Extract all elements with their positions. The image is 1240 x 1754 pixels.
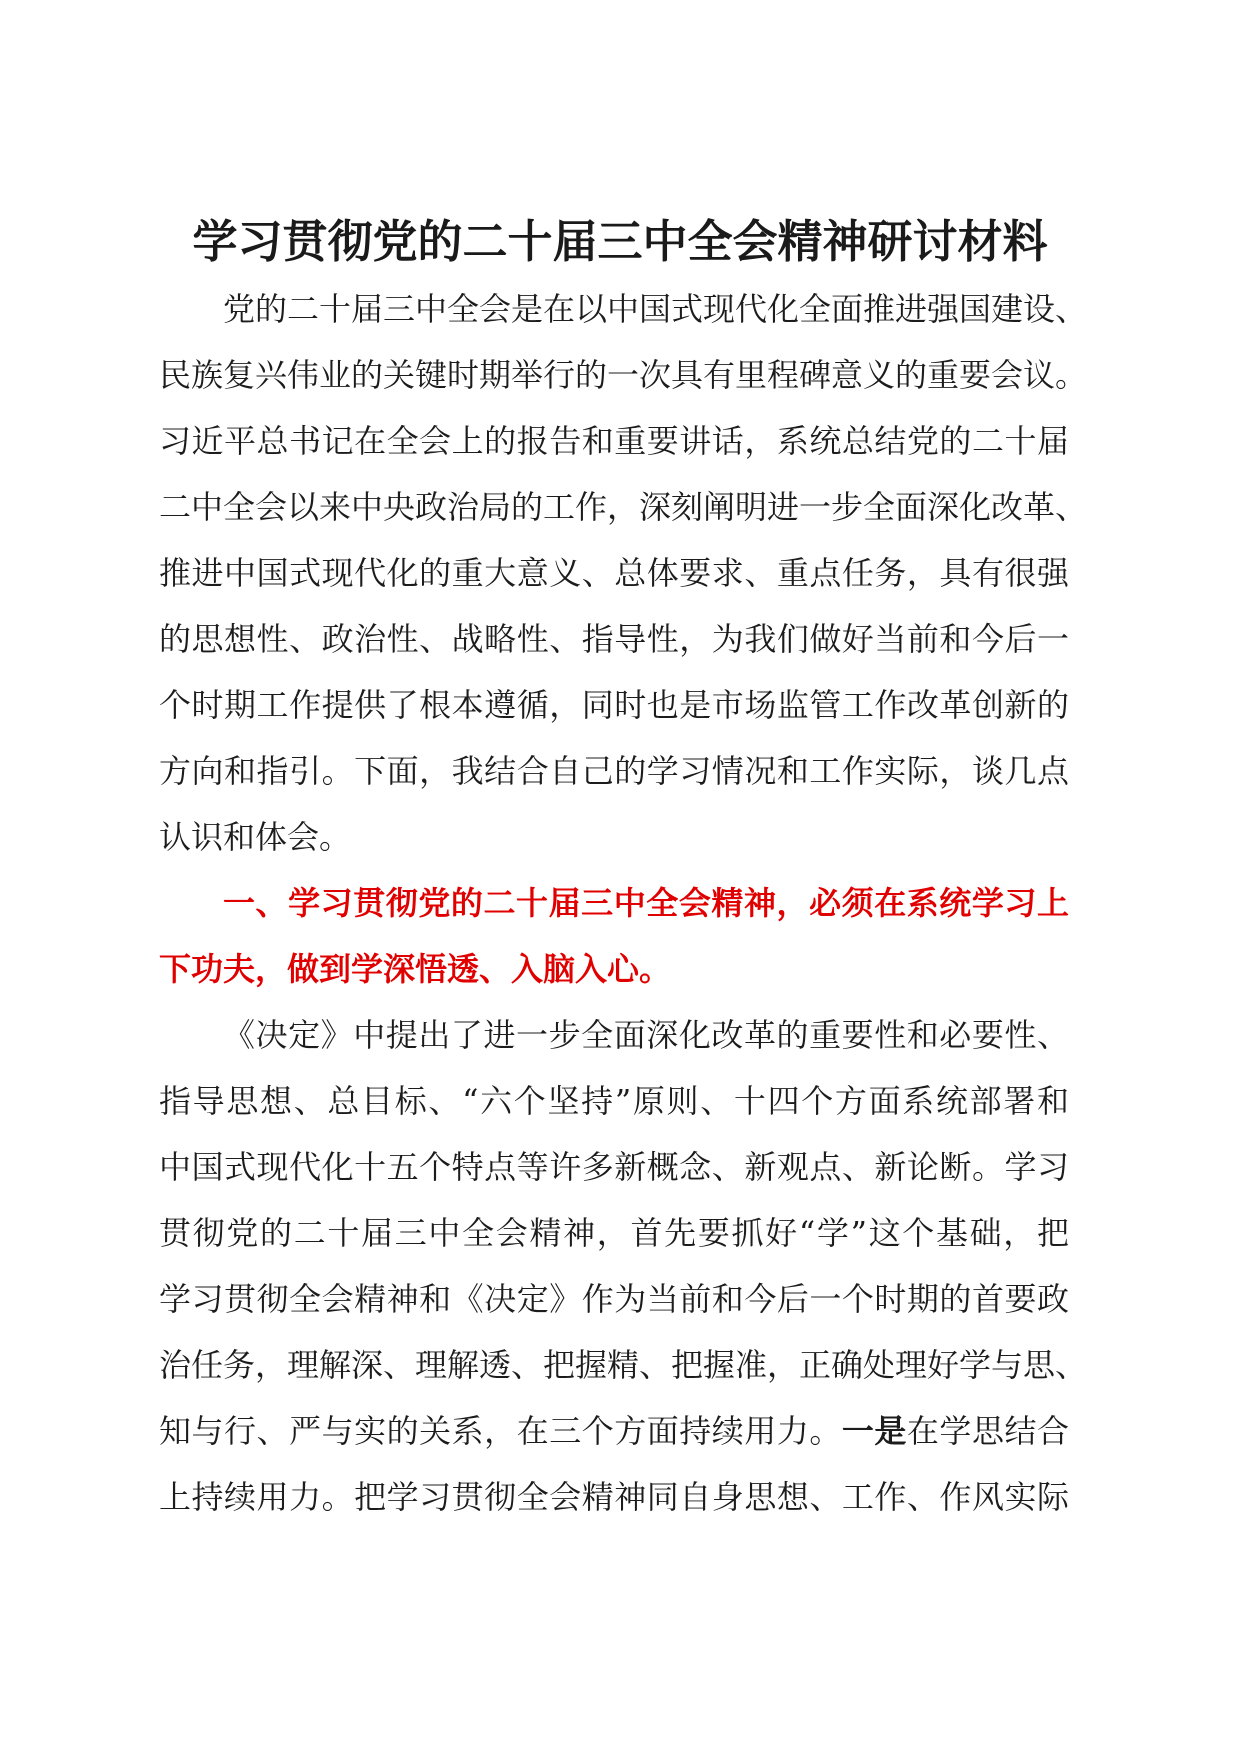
paragraph-line: 方向和指引。下面，我结合自己的学习情况和工作实际，谈几点	[159, 752, 1069, 790]
paragraph-line: 二中全会以来中央政治局的工作，深刻阐明进一步全面深化改革、	[159, 488, 1088, 526]
paragraph-line: 学习贯彻全会精神和《决定》作为当前和今后一个时期的首要政	[159, 1280, 1069, 1318]
paragraph-line: 治任务，理解深、理解透、把握精、把握准，正确处理好学与思、	[159, 1346, 1088, 1384]
paragraph-line: 中国式现代化十五个特点等许多新概念、新观点、新论断。学习	[159, 1148, 1069, 1186]
paragraph-line: 党的二十届三中全会是在以中国式现代化全面推进强国建设、	[223, 290, 1088, 328]
paragraph-line: 习近平总书记在全会上的报告和重要讲话，系统总结党的二十届	[159, 422, 1069, 460]
line-text: 在学思结合	[906, 1412, 1069, 1450]
line-text: 知与行、严与实的关系，在三个方面持续用力。	[159, 1412, 842, 1450]
paragraph-line: 《决定》中提出了进一步全面深化改革的重要性和必要性、	[223, 1016, 1069, 1054]
paragraph-line: 指导思想、总目标、“六个坚持”原则、十四个方面系统部署和	[159, 1082, 1069, 1120]
section-heading-line: 下功夫，做到学深悟透、入脑入心。	[159, 950, 672, 988]
paragraph-line: 个时期工作提供了根本遵循，同时也是市场监管工作改革创新的	[159, 686, 1069, 724]
paragraph-line: 认识和体会。	[159, 818, 352, 856]
paragraph-line: 的思想性、政治性、战略性、指导性，为我们做好当前和今后一	[159, 620, 1069, 658]
paragraph-line: 上持续用力。把学习贯彻全会精神同自身思想、工作、作风实际	[159, 1478, 1069, 1516]
section-heading-line: 一、学习贯彻党的二十届三中全会精神，必须在系统学习上	[223, 884, 1069, 922]
paragraph-line-with-emphasis	[159, 1398, 1069, 1464]
paragraph-line: 推进中国式现代化的重大意义、总体要求、重点任务，具有很强	[159, 554, 1069, 592]
emphasis-text: 一是	[841, 1412, 907, 1450]
document-title: 学习贯彻党的二十届三中全会精神研讨材料	[192, 215, 1048, 268]
paragraph-line: 民族复兴伟业的关键时期举行的一次具有里程碑意义的重要会议。	[159, 356, 1088, 394]
paragraph-line: 贯彻党的二十届三中全会精神，首先要抓好“学”这个基础，把	[159, 1214, 1069, 1252]
